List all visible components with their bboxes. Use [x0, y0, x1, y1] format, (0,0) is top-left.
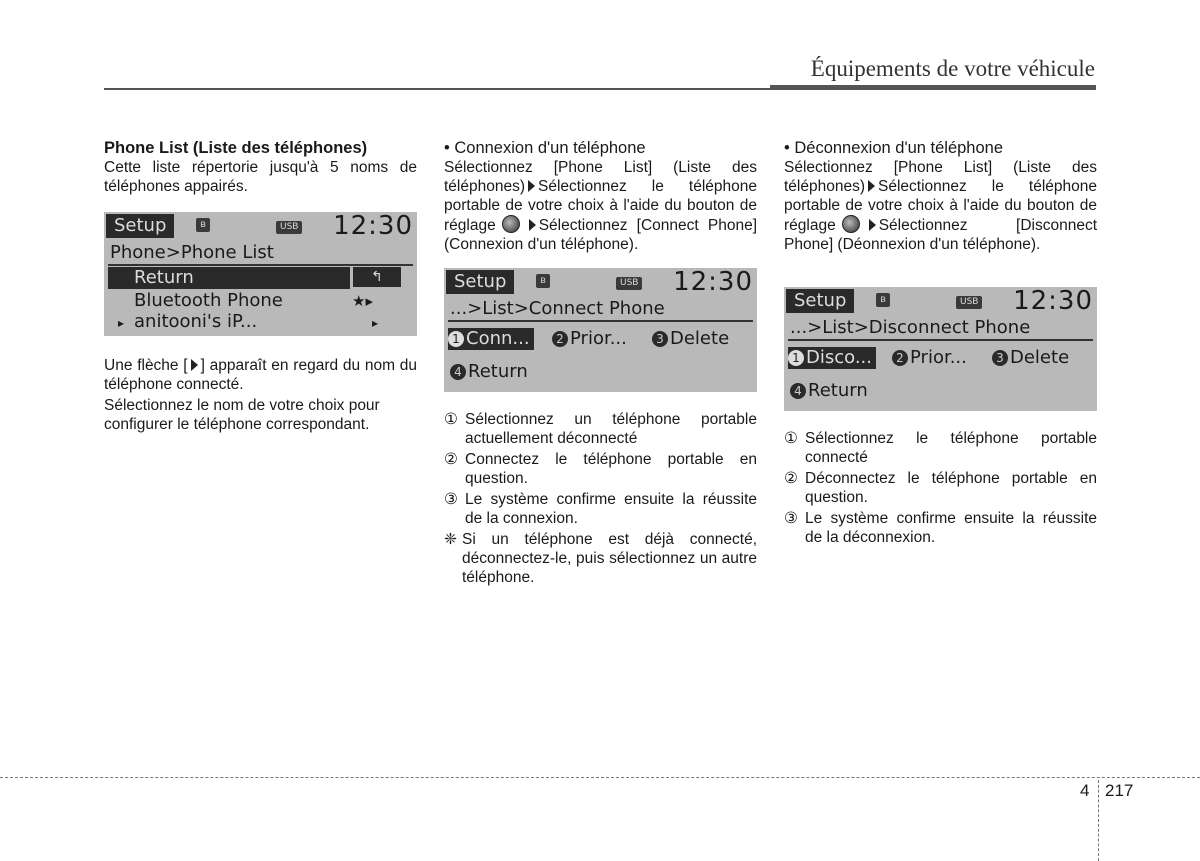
option-return[interactable]	[450, 361, 528, 383]
instr-p3: Sélectionnez [Connect Phone] (Connexion d'un téléphone).	[444, 217, 757, 253]
instr-p2: Sélectionnez le téléphone portable de votre choix à l'aide du bouton de réglage	[444, 178, 757, 234]
instr-p1: Sélectionnez [Phone List] (Liste des téléphones)	[444, 159, 757, 195]
return-icon: ↰	[353, 267, 401, 287]
option-delete[interactable]	[652, 328, 729, 350]
section-title: • Déconnexion d'un téléphone	[784, 139, 1004, 157]
phone-list-section	[104, 139, 417, 196]
option-priority-label: Prior...	[570, 328, 627, 349]
number-4-icon: 4	[450, 364, 466, 380]
step-text: Le système confirme ensuite la réussite de la déconnexion.	[805, 510, 1097, 546]
option-delete-label: Delete	[670, 328, 730, 349]
step-number: ③	[784, 510, 798, 527]
step-item	[444, 490, 757, 528]
number-3-icon: 3	[652, 331, 668, 347]
bluetooth-icon: ʙ	[196, 218, 210, 232]
lcd-breadcrumb: ...>List>Disconnect Phone	[790, 317, 1031, 338]
step-text: Le système confirme ensuite la réussite de la connexion.	[465, 491, 757, 527]
step-text: Déconnectez le téléphone portable en question.	[805, 470, 1097, 506]
note-arrow-b: ] apparaît en regard du nom du téléphone connecté.	[104, 357, 417, 393]
lcd-disconnect-phone	[784, 287, 1097, 411]
usb-icon: USB	[616, 277, 642, 290]
note-arrow	[104, 356, 417, 394]
option-disconnect[interactable]	[788, 347, 876, 369]
lcd-divider	[788, 339, 1093, 341]
step-item	[784, 429, 1097, 467]
arrow-right-icon	[191, 359, 198, 371]
note-select: Sélectionnez le nom de votre choix pour configurer le téléphone correspondant.	[104, 397, 380, 433]
option-connect[interactable]	[448, 328, 534, 350]
option-disconnect-label: Disco...	[806, 347, 872, 368]
step-text: Connectez le téléphone portable en question.	[465, 451, 757, 487]
step-number: ①	[444, 411, 458, 428]
lcd-connect-phone	[444, 268, 757, 392]
section-intro: Cette liste répertorie jusqu'à 5 noms de téléphones appairés.	[104, 159, 417, 195]
lcd-breadcrumb: ...>List>Connect Phone	[450, 298, 665, 319]
instr-p1: Sélectionnez [Phone List] (Liste des téléphones)	[784, 159, 1097, 195]
step-note	[444, 530, 757, 587]
step-number: ①	[784, 430, 798, 447]
option-delete[interactable]	[992, 347, 1069, 369]
option-connect-label: Conn...	[466, 328, 530, 349]
disconnect-phone-section	[784, 139, 1097, 254]
header-rule-accent	[770, 85, 1096, 90]
tune-knob-icon	[502, 215, 520, 233]
menu-item-return[interactable]: Return	[108, 267, 350, 289]
lcd-clock: 12:30	[333, 212, 413, 241]
lcd-clock: 12:30	[673, 268, 753, 297]
star-icon: ★▸	[352, 292, 373, 310]
lcd-divider	[448, 320, 753, 322]
steps-list	[784, 429, 1097, 547]
step-number: ②	[784, 470, 798, 487]
lcd-breadcrumb: Phone>Phone List	[110, 242, 274, 263]
menu-item-bluetooth-phone[interactable]: Bluetooth Phone	[134, 290, 283, 311]
bluetooth-icon: ʙ	[536, 274, 550, 288]
chapter-number: 4	[1080, 781, 1090, 800]
arrow-right-icon	[529, 219, 536, 231]
steps-list	[444, 410, 757, 587]
note-symbol: ❈	[444, 531, 457, 548]
option-return-label: Return	[808, 380, 868, 401]
lcd-divider	[108, 264, 413, 266]
bluetooth-icon: ʙ	[876, 293, 890, 307]
option-priority-label: Prior...	[910, 347, 967, 368]
step-item	[784, 509, 1097, 547]
step-text: Si un téléphone est déjà connecté, déconnectez-le, puis sélectionnez un autre téléphone.	[462, 531, 757, 586]
step-item	[444, 450, 757, 488]
option-priority[interactable]	[892, 347, 967, 369]
note-arrow-a: Une flèche [	[104, 357, 188, 374]
page-number: 217	[1105, 781, 1134, 800]
section-title: • Connexion d'un téléphone	[444, 139, 646, 157]
step-text: Sélectionnez le téléphone portable connecté	[805, 430, 1097, 466]
step-item	[444, 410, 757, 448]
section-title: Phone List (Liste des téléphones)	[104, 139, 368, 157]
lcd-setup-label: Setup	[786, 289, 854, 313]
arrow-right-icon	[868, 180, 875, 192]
number-2-icon: 2	[552, 331, 568, 347]
connect-steps	[444, 410, 757, 589]
lcd-phone-list	[104, 212, 417, 336]
connected-arrow-icon: ▸	[118, 316, 125, 330]
option-delete-label: Delete	[1010, 347, 1070, 368]
instr-p3: Sélectionnez [Disconnect Phone] (Déonnexion d'un téléphone).	[784, 217, 1097, 253]
step-number: ②	[444, 451, 458, 468]
disconnect-instructions	[784, 158, 1097, 254]
lcd-setup-label: Setup	[446, 270, 514, 294]
arrow-right-icon	[528, 180, 535, 192]
step-item	[784, 469, 1097, 507]
number-3-icon: 3	[992, 350, 1008, 366]
footer-rule	[0, 777, 1200, 778]
footer-divider	[1098, 780, 1099, 861]
instr-p2: Sélectionnez le téléphone portable de votre choix à l'aide du bouton de réglage	[784, 178, 1097, 234]
arrow-right-icon	[869, 219, 876, 231]
page-header-title: Équipements de votre véhicule	[810, 56, 1095, 81]
option-return[interactable]	[790, 380, 868, 402]
lcd-clock: 12:30	[1013, 287, 1093, 316]
number-1-icon: 1	[788, 350, 804, 366]
number-2-icon: 2	[892, 350, 908, 366]
chevron-right-icon: ▸	[372, 316, 379, 330]
step-number: ③	[444, 491, 458, 508]
tune-knob-icon	[842, 215, 860, 233]
number-4-icon: 4	[790, 383, 806, 399]
usb-icon: USB	[956, 296, 982, 309]
disconnect-steps	[784, 429, 1097, 549]
connect-phone-section	[444, 139, 757, 254]
option-priority[interactable]	[552, 328, 627, 350]
lcd-setup-label: Setup	[106, 214, 174, 238]
usb-icon: USB	[276, 221, 302, 234]
header-rule	[104, 88, 770, 90]
menu-item-phone[interactable]: anitooni's iP...	[134, 311, 258, 332]
phone-list-notes	[104, 356, 417, 434]
step-text: Sélectionnez un téléphone portable actuellement déconnecté	[465, 411, 757, 447]
number-1-icon: 1	[448, 331, 464, 347]
option-return-label: Return	[468, 361, 528, 382]
connect-instructions	[444, 158, 757, 254]
